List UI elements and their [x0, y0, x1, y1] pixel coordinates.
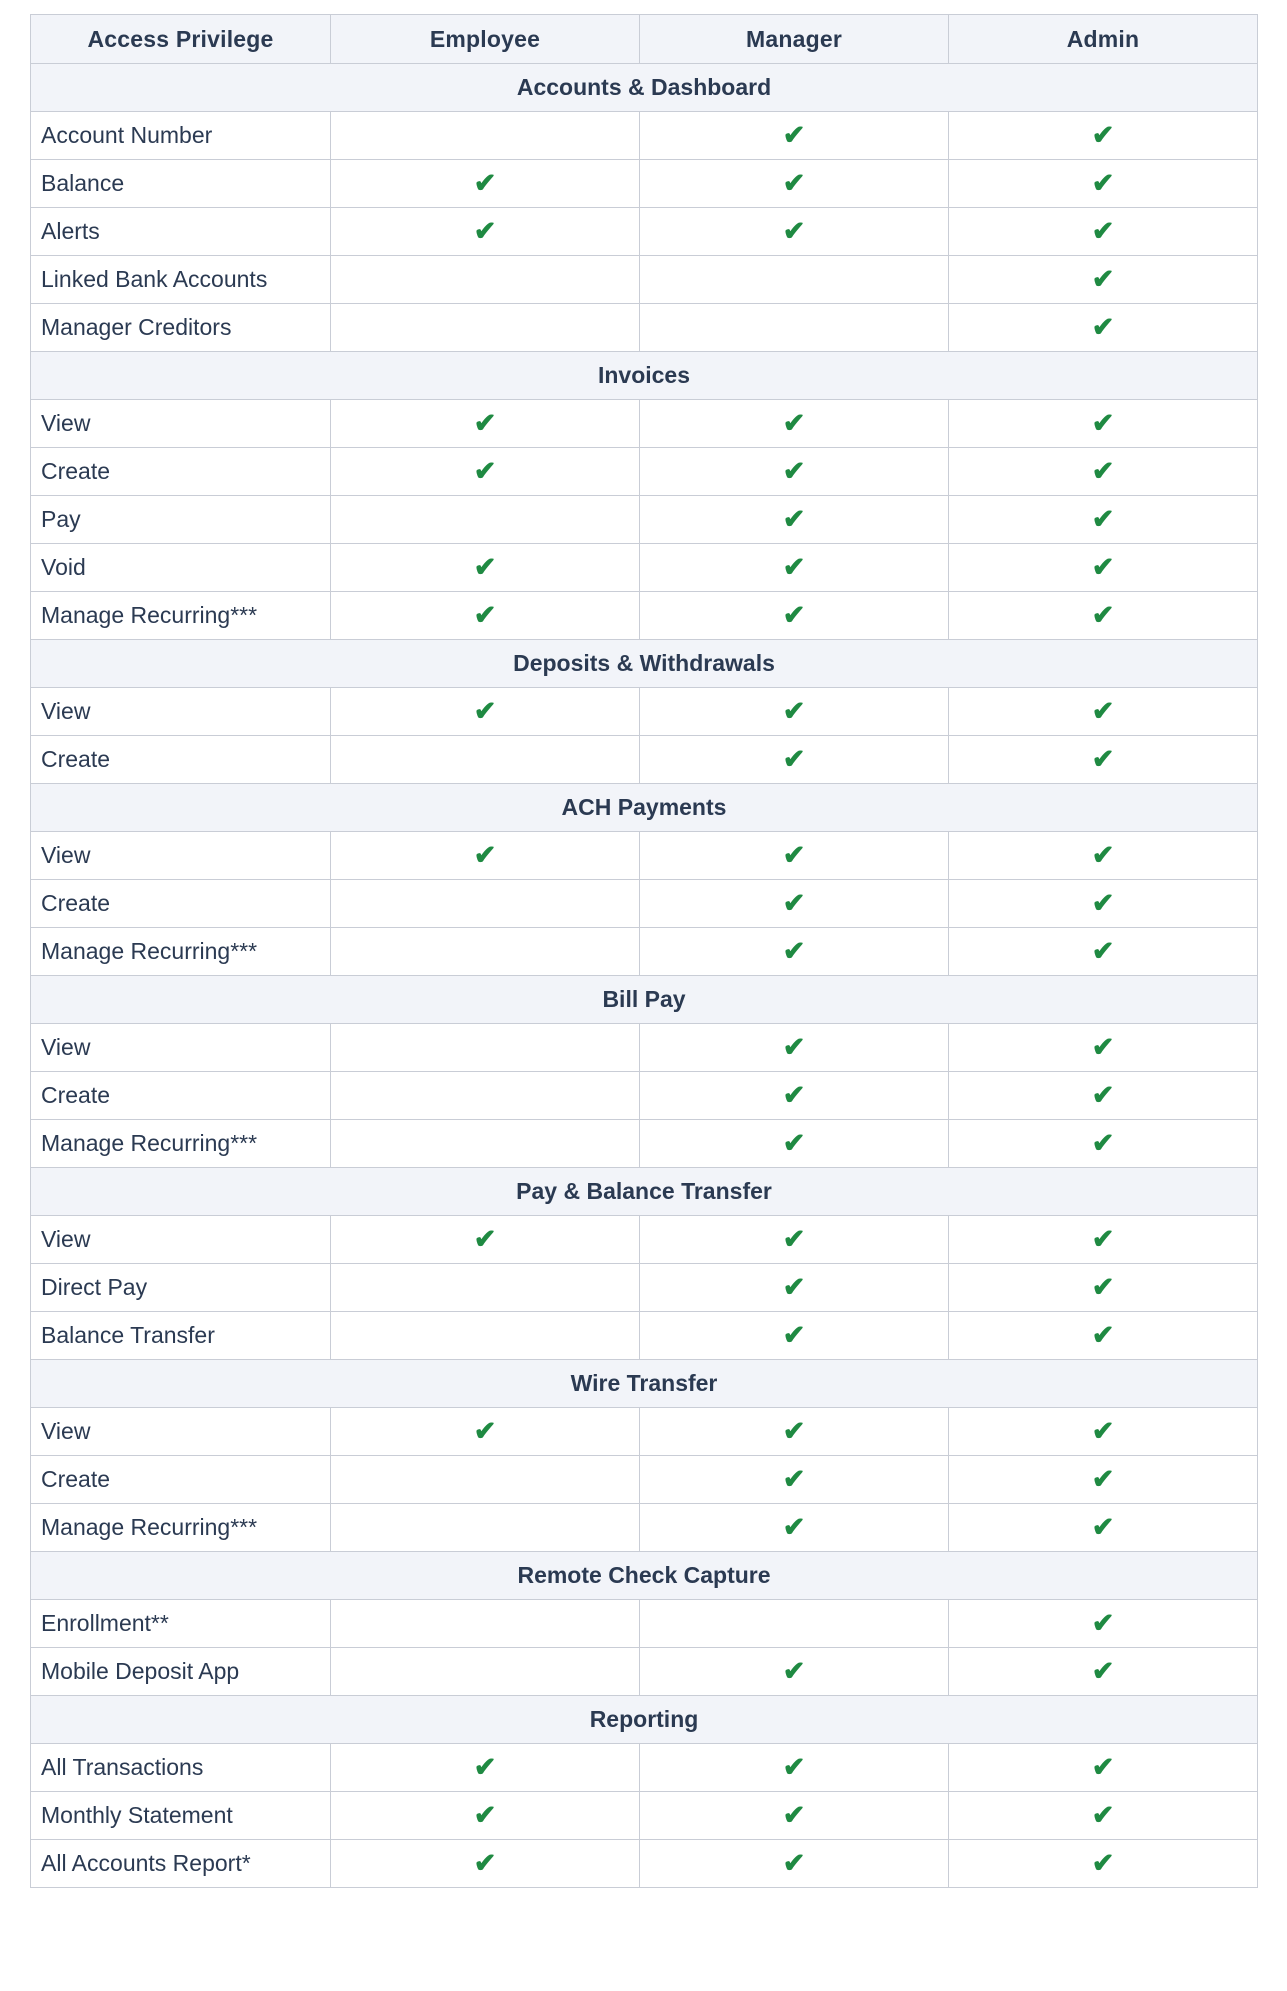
employee-access-cell — [331, 1600, 640, 1648]
privilege-label: All Transactions — [31, 1744, 331, 1792]
no-access-blank — [794, 283, 795, 284]
check-icon: ✔ — [782, 888, 806, 918]
check-icon: ✔ — [782, 840, 806, 870]
check-icon: ✔ — [782, 552, 806, 582]
column-header-admin: Admin — [949, 15, 1258, 64]
admin-access-cell — [949, 208, 1258, 256]
admin-access-cell — [949, 928, 1258, 976]
employee-access-cell — [331, 112, 640, 160]
employee-access-cell — [331, 1744, 640, 1792]
check-icon: ✔ — [782, 1032, 806, 1062]
employee-access-cell — [331, 1120, 640, 1168]
employee-access-cell — [331, 448, 640, 496]
table-row — [31, 1312, 1258, 1360]
section-title: Invoices — [31, 352, 1258, 400]
employee-access-cell — [331, 688, 640, 736]
privilege-label: Direct Pay — [31, 1264, 331, 1312]
admin-access-cell — [949, 880, 1258, 928]
no-access-blank — [485, 1531, 486, 1532]
no-access-blank — [485, 1675, 486, 1676]
table-body — [31, 64, 1258, 1888]
privilege-label: Create — [31, 736, 331, 784]
check-icon: ✔ — [782, 1848, 806, 1878]
manager-access-cell — [640, 1504, 949, 1552]
check-icon: ✔ — [1091, 1416, 1115, 1446]
check-icon: ✔ — [473, 216, 497, 246]
no-access-blank — [485, 283, 486, 284]
check-icon: ✔ — [1091, 408, 1115, 438]
manager-access-cell — [640, 928, 949, 976]
manager-access-cell — [640, 400, 949, 448]
privilege-label: View — [31, 1024, 331, 1072]
no-access-blank — [485, 1099, 486, 1100]
table-row — [31, 400, 1258, 448]
no-access-blank — [485, 763, 486, 764]
employee-access-cell — [331, 160, 640, 208]
privilege-label: Create — [31, 448, 331, 496]
check-icon: ✔ — [782, 1272, 806, 1302]
table-row — [31, 688, 1258, 736]
admin-access-cell — [949, 160, 1258, 208]
section-header-row — [31, 640, 1258, 688]
employee-access-cell — [331, 1456, 640, 1504]
employee-access-cell — [331, 736, 640, 784]
table-row — [31, 160, 1258, 208]
section-header-row — [31, 1552, 1258, 1600]
manager-access-cell — [640, 1792, 949, 1840]
table-row — [31, 1600, 1258, 1648]
no-access-blank — [794, 1627, 795, 1628]
check-icon: ✔ — [782, 744, 806, 774]
manager-access-cell — [640, 208, 949, 256]
check-icon: ✔ — [473, 1800, 497, 1830]
manager-access-cell — [640, 592, 949, 640]
admin-access-cell — [949, 1216, 1258, 1264]
check-icon: ✔ — [782, 1464, 806, 1494]
admin-access-cell — [949, 1408, 1258, 1456]
privilege-label: Manage Recurring*** — [31, 1504, 331, 1552]
check-icon: ✔ — [782, 600, 806, 630]
table-row — [31, 928, 1258, 976]
admin-access-cell — [949, 1072, 1258, 1120]
table-row — [31, 256, 1258, 304]
admin-access-cell — [949, 1792, 1258, 1840]
table-row — [31, 304, 1258, 352]
employee-access-cell — [331, 1504, 640, 1552]
privilege-label: Account Number — [31, 112, 331, 160]
check-icon: ✔ — [1091, 1128, 1115, 1158]
no-access-blank — [485, 907, 486, 908]
check-icon: ✔ — [1091, 696, 1115, 726]
manager-access-cell — [640, 256, 949, 304]
table-row — [31, 496, 1258, 544]
admin-access-cell — [949, 112, 1258, 160]
employee-access-cell — [331, 1648, 640, 1696]
table-row — [31, 1264, 1258, 1312]
check-icon: ✔ — [1091, 1272, 1115, 1302]
table-row — [31, 1072, 1258, 1120]
admin-access-cell — [949, 544, 1258, 592]
admin-access-cell — [949, 496, 1258, 544]
employee-access-cell — [331, 1264, 640, 1312]
check-icon: ✔ — [1091, 264, 1115, 294]
no-access-blank — [794, 331, 795, 332]
no-access-blank — [485, 1291, 486, 1292]
section-header-row — [31, 976, 1258, 1024]
table-row — [31, 592, 1258, 640]
check-icon: ✔ — [1091, 456, 1115, 486]
manager-access-cell — [640, 496, 949, 544]
header-row — [31, 15, 1258, 64]
check-icon: ✔ — [782, 504, 806, 534]
admin-access-cell — [949, 1600, 1258, 1648]
check-icon: ✔ — [1091, 600, 1115, 630]
admin-access-cell — [949, 1312, 1258, 1360]
privilege-label: Manage Recurring*** — [31, 928, 331, 976]
check-icon: ✔ — [782, 1416, 806, 1446]
employee-access-cell — [331, 1024, 640, 1072]
table-row — [31, 1024, 1258, 1072]
manager-access-cell — [640, 1840, 949, 1888]
check-icon: ✔ — [1091, 744, 1115, 774]
privilege-label: Monthly Statement — [31, 1792, 331, 1840]
employee-access-cell — [331, 400, 640, 448]
privilege-label: View — [31, 1408, 331, 1456]
privilege-label: View — [31, 400, 331, 448]
check-icon: ✔ — [782, 168, 806, 198]
check-icon: ✔ — [1091, 888, 1115, 918]
check-icon: ✔ — [1091, 840, 1115, 870]
manager-access-cell — [640, 688, 949, 736]
table-row — [31, 1216, 1258, 1264]
check-icon: ✔ — [782, 1512, 806, 1542]
table-row — [31, 208, 1258, 256]
check-icon: ✔ — [782, 408, 806, 438]
employee-access-cell — [331, 496, 640, 544]
admin-access-cell — [949, 592, 1258, 640]
admin-access-cell — [949, 1744, 1258, 1792]
check-icon: ✔ — [1091, 120, 1115, 150]
privilege-label: All Accounts Report* — [31, 1840, 331, 1888]
check-icon: ✔ — [782, 936, 806, 966]
privilege-label: Mobile Deposit App — [31, 1648, 331, 1696]
privilege-label: Pay — [31, 496, 331, 544]
employee-access-cell — [331, 1408, 640, 1456]
employee-access-cell — [331, 832, 640, 880]
check-icon: ✔ — [1091, 1224, 1115, 1254]
column-header-employee: Employee — [331, 15, 640, 64]
section-title: Deposits & Withdrawals — [31, 640, 1258, 688]
employee-access-cell — [331, 1312, 640, 1360]
employee-access-cell — [331, 1792, 640, 1840]
check-icon: ✔ — [473, 1224, 497, 1254]
admin-access-cell — [949, 1264, 1258, 1312]
manager-access-cell — [640, 160, 949, 208]
employee-access-cell — [331, 208, 640, 256]
privilege-label: Create — [31, 880, 331, 928]
admin-access-cell — [949, 736, 1258, 784]
section-header-row — [31, 1696, 1258, 1744]
section-header-row — [31, 784, 1258, 832]
access-privilege-table — [30, 14, 1258, 1888]
check-icon: ✔ — [473, 552, 497, 582]
no-access-blank — [485, 1147, 486, 1148]
privilege-label: Manage Recurring*** — [31, 592, 331, 640]
manager-access-cell — [640, 1744, 949, 1792]
column-header-access-privilege: Access Privilege — [31, 15, 331, 64]
check-icon: ✔ — [1091, 312, 1115, 342]
manager-access-cell — [640, 112, 949, 160]
check-icon: ✔ — [473, 1752, 497, 1782]
table-row — [31, 1408, 1258, 1456]
admin-access-cell — [949, 256, 1258, 304]
employee-access-cell — [331, 544, 640, 592]
privilege-label: View — [31, 1216, 331, 1264]
section-title: Accounts & Dashboard — [31, 64, 1258, 112]
no-access-blank — [485, 139, 486, 140]
table-row — [31, 1840, 1258, 1888]
check-icon: ✔ — [473, 456, 497, 486]
check-icon: ✔ — [1091, 504, 1115, 534]
section-title: ACH Payments — [31, 784, 1258, 832]
check-icon: ✔ — [1091, 1608, 1115, 1638]
check-icon: ✔ — [473, 1848, 497, 1878]
section-title: Wire Transfer — [31, 1360, 1258, 1408]
check-icon: ✔ — [473, 600, 497, 630]
employee-access-cell — [331, 1072, 640, 1120]
admin-access-cell — [949, 1648, 1258, 1696]
check-icon: ✔ — [1091, 552, 1115, 582]
check-icon: ✔ — [782, 1080, 806, 1110]
table-header — [31, 15, 1258, 64]
privilege-label: Balance — [31, 160, 331, 208]
table-row — [31, 736, 1258, 784]
table-row — [31, 1504, 1258, 1552]
admin-access-cell — [949, 1456, 1258, 1504]
section-header-row — [31, 1168, 1258, 1216]
check-icon: ✔ — [473, 696, 497, 726]
section-title: Reporting — [31, 1696, 1258, 1744]
manager-access-cell — [640, 1024, 949, 1072]
manager-access-cell — [640, 1648, 949, 1696]
section-header-row — [31, 352, 1258, 400]
employee-access-cell — [331, 880, 640, 928]
check-icon: ✔ — [782, 696, 806, 726]
privilege-label: Create — [31, 1072, 331, 1120]
table-row — [31, 544, 1258, 592]
table-row — [31, 1792, 1258, 1840]
privilege-label: View — [31, 688, 331, 736]
check-icon: ✔ — [473, 1416, 497, 1446]
no-access-blank — [485, 1339, 486, 1340]
employee-access-cell — [331, 592, 640, 640]
admin-access-cell — [949, 1024, 1258, 1072]
admin-access-cell — [949, 688, 1258, 736]
privilege-label: Alerts — [31, 208, 331, 256]
employee-access-cell — [331, 304, 640, 352]
section-title: Pay & Balance Transfer — [31, 1168, 1258, 1216]
manager-access-cell — [640, 736, 949, 784]
manager-access-cell — [640, 448, 949, 496]
check-icon: ✔ — [1091, 1752, 1115, 1782]
check-icon: ✔ — [1091, 216, 1115, 246]
manager-access-cell — [640, 1264, 949, 1312]
check-icon: ✔ — [473, 840, 497, 870]
check-icon: ✔ — [1091, 168, 1115, 198]
check-icon: ✔ — [782, 120, 806, 150]
check-icon: ✔ — [782, 1752, 806, 1782]
check-icon: ✔ — [1091, 1656, 1115, 1686]
table-row — [31, 448, 1258, 496]
table-row — [31, 112, 1258, 160]
table-row — [31, 880, 1258, 928]
manager-access-cell — [640, 1216, 949, 1264]
check-icon: ✔ — [1091, 1080, 1115, 1110]
manager-access-cell — [640, 1456, 949, 1504]
employee-access-cell — [331, 1216, 640, 1264]
manager-access-cell — [640, 544, 949, 592]
table-row — [31, 1120, 1258, 1168]
admin-access-cell — [949, 832, 1258, 880]
privilege-label: View — [31, 832, 331, 880]
manager-access-cell — [640, 1600, 949, 1648]
privilege-label: Enrollment** — [31, 1600, 331, 1648]
check-icon: ✔ — [1091, 1464, 1115, 1494]
manager-access-cell — [640, 1312, 949, 1360]
check-icon: ✔ — [782, 1800, 806, 1830]
check-icon: ✔ — [782, 1224, 806, 1254]
admin-access-cell — [949, 1504, 1258, 1552]
check-icon: ✔ — [473, 168, 497, 198]
check-icon: ✔ — [1091, 1320, 1115, 1350]
manager-access-cell — [640, 304, 949, 352]
no-access-blank — [485, 955, 486, 956]
admin-access-cell — [949, 1840, 1258, 1888]
check-icon: ✔ — [1091, 1848, 1115, 1878]
admin-access-cell — [949, 400, 1258, 448]
no-access-blank — [485, 331, 486, 332]
admin-access-cell — [949, 304, 1258, 352]
no-access-blank — [485, 1627, 486, 1628]
manager-access-cell — [640, 1072, 949, 1120]
privilege-label: Create — [31, 1456, 331, 1504]
section-title: Remote Check Capture — [31, 1552, 1258, 1600]
privilege-label: Balance Transfer — [31, 1312, 331, 1360]
check-icon: ✔ — [782, 1320, 806, 1350]
check-icon: ✔ — [1091, 936, 1115, 966]
privilege-label: Manager Creditors — [31, 304, 331, 352]
check-icon: ✔ — [782, 216, 806, 246]
privilege-label: Linked Bank Accounts — [31, 256, 331, 304]
check-icon: ✔ — [782, 1656, 806, 1686]
section-header-row — [31, 64, 1258, 112]
table-row — [31, 1648, 1258, 1696]
check-icon: ✔ — [1091, 1800, 1115, 1830]
check-icon: ✔ — [473, 408, 497, 438]
manager-access-cell — [640, 1120, 949, 1168]
privilege-label: Manage Recurring*** — [31, 1120, 331, 1168]
check-icon: ✔ — [1091, 1512, 1115, 1542]
no-access-blank — [485, 523, 486, 524]
admin-access-cell — [949, 1120, 1258, 1168]
no-access-blank — [485, 1483, 486, 1484]
section-header-row — [31, 1360, 1258, 1408]
table-row — [31, 1744, 1258, 1792]
table-row — [31, 1456, 1258, 1504]
table-row — [31, 832, 1258, 880]
employee-access-cell — [331, 1840, 640, 1888]
check-icon: ✔ — [782, 456, 806, 486]
no-access-blank — [485, 1051, 486, 1052]
admin-access-cell — [949, 448, 1258, 496]
privilege-label: Void — [31, 544, 331, 592]
check-icon: ✔ — [782, 1128, 806, 1158]
manager-access-cell — [640, 832, 949, 880]
manager-access-cell — [640, 1408, 949, 1456]
employee-access-cell — [331, 928, 640, 976]
manager-access-cell — [640, 880, 949, 928]
check-icon: ✔ — [1091, 1032, 1115, 1062]
section-title: Bill Pay — [31, 976, 1258, 1024]
employee-access-cell — [331, 256, 640, 304]
column-header-manager: Manager — [640, 15, 949, 64]
